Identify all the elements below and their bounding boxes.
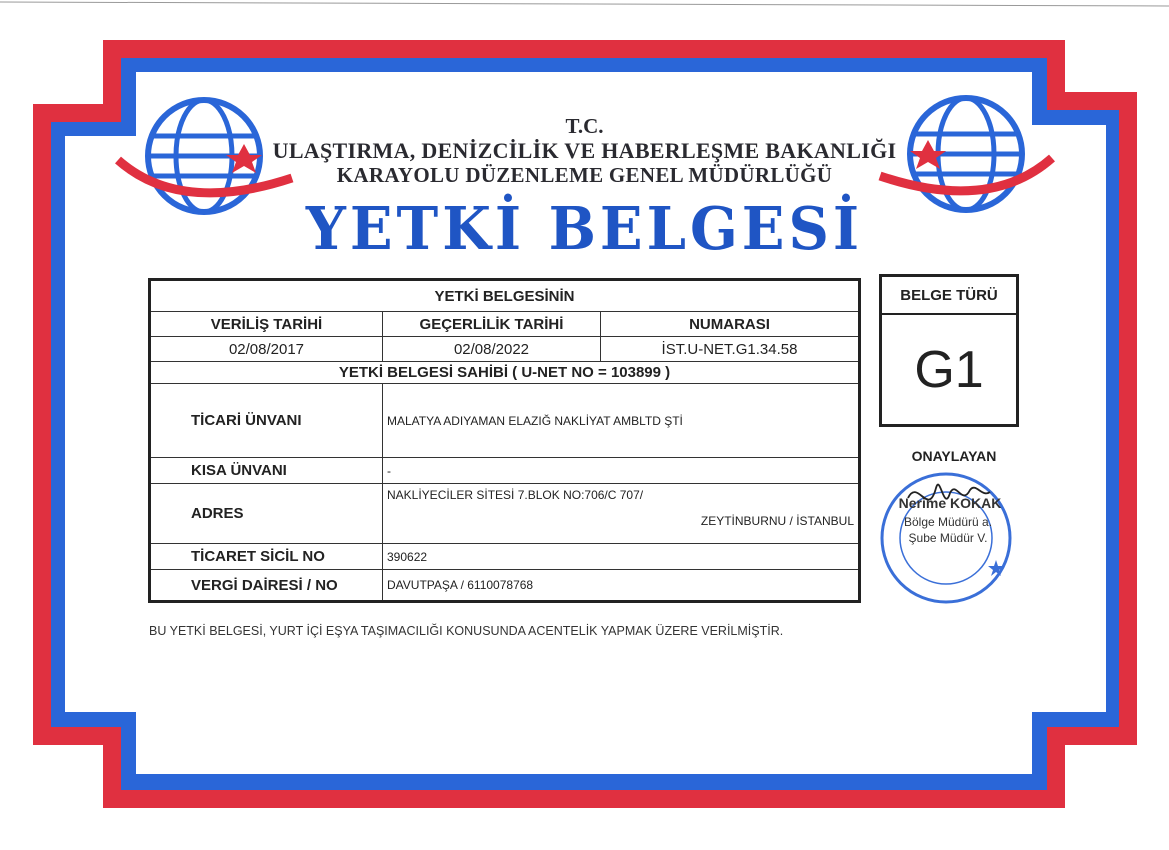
official-stamp [878,468,1018,604]
validity-date-value: 02/08/2022 [383,337,601,362]
address-line1: NAKLİYECİLER SİTESİ 7.BLOK NO:706/C 707/ [387,488,644,502]
tax-office-value: DAVUTPAŞA / 6110078768 [383,570,860,602]
approver-label: ONAYLAYAN [911,448,997,464]
certificate-number-value: İST.U-NET.G1.34.58 [601,337,860,362]
certificate-table [148,278,861,603]
address-label: ADRES [150,484,383,544]
trade-registry-label: TİCARET SİCİL NO [150,544,383,570]
stamp-line3: Şube Müdür V. [908,531,988,545]
address-cell [383,484,860,544]
col-number: NUMARASI [601,312,860,337]
trade-name-label: TİCARİ ÜNVANI [150,384,383,458]
document-type-value: G1 [914,341,984,399]
issue-date-value: 02/08/2017 [150,337,383,362]
address-line2: ZEYTİNBURNU / İSTANBUL [700,514,854,528]
short-name-value: - [383,458,860,484]
stamp-line2: Bölge Müdürü a. [903,515,993,529]
header-ministry: ULAŞTIRMA, DENİZCİLİK VE HABERLEŞME BAKANLIĞI [272,138,897,163]
document-title: YETKİ BELGESİ [305,194,864,264]
trade-registry-value: 390622 [383,544,860,570]
stamp-name: Nerime KOKAK [898,495,1002,511]
tax-office-label: VERGİ DAİRESİ / NO [150,570,383,602]
document-type-label: BELGE TÜRÜ [882,277,1016,315]
short-name-label: KISA ÜNVANI [150,458,383,484]
holder-header: YETKİ BELGESİ SAHİBİ ( U-NET NO = 103899 ) [150,362,860,384]
trade-name-value: MALATYA ADIYAMAN ELAZIĞ NAKLİYAT AMBLTD ŞTİ [383,384,860,458]
header-directorate: KARAYOLU DÜZENLEME GENEL MÜDÜRLÜĞÜ [336,163,833,187]
group-header: YETKİ BELGESİNİN [150,280,860,312]
col-validity-date: GEÇERLİLİK TARİHİ [383,312,601,337]
col-issue-date: VERİLİŞ TARİHİ [150,312,383,337]
document-type-box [879,274,1019,427]
header-tc: T.C. [565,114,604,138]
footer-note: BU YETKİ BELGESİ, YURT İÇİ EŞYA TAŞIMACILIĞI KONUSUNDA ACENTELİK YAPMAK ÜZERE VERİLMİŞTİR. [149,624,784,638]
